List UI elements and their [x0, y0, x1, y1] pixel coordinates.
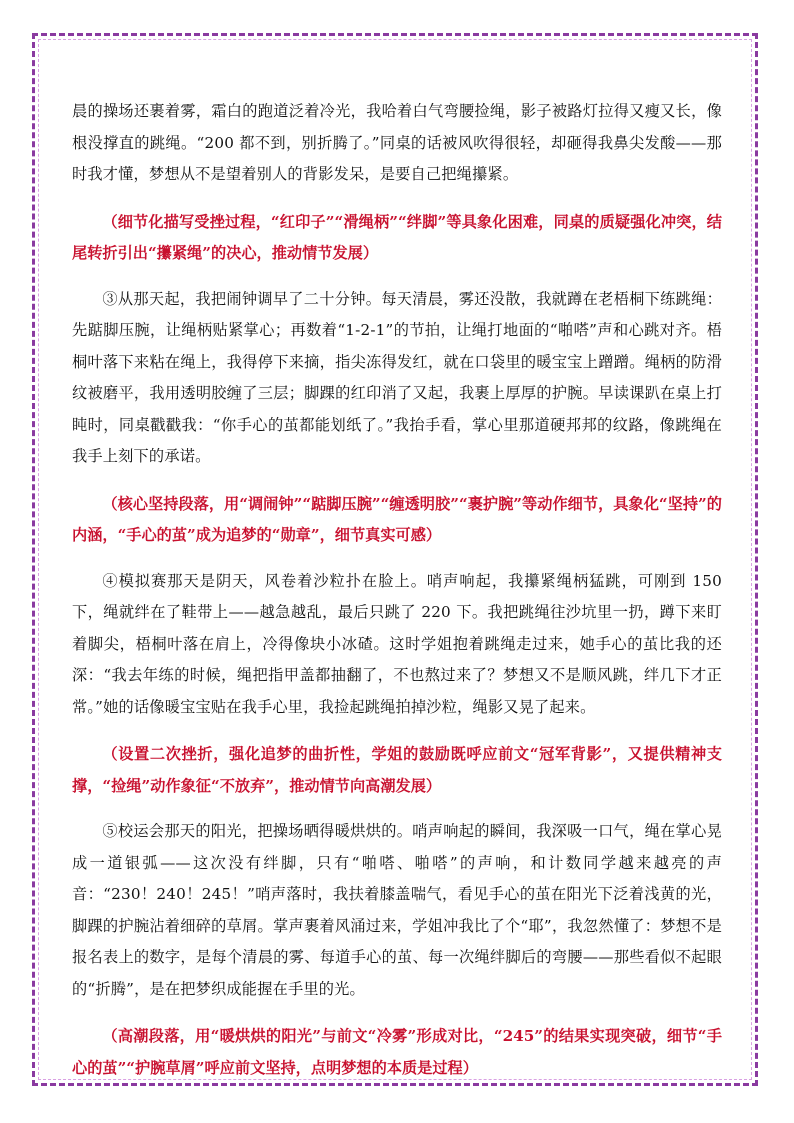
paragraph-5-sports-day: ⑤校运会那天的阳光，把操场晒得暖烘烘的。哨声响起的瞬间，我深吸一口气，绳在掌心晃成一道银弧——这次没有绊脚，只有“啪嗒、啪嗒”的声响，和计数同学越来越亮的声音：“230！240！245！”哨声落时，我扶着膝盖喘气，看见手心的茧在阳光下泛着浅黄的光，脚踝的护腕沾着细碎的草屑。掌声裹着风涌过来，学姐冲我比了个“耶”，我忽然懂了：梦想不是报名表上的数字，是每个清晨的雾、每道手心的茧、每一次绳绊脚后的弯腰——那些看似不起眼的“折腾”，是在把梦织成能握在手里的光。	[72, 822, 722, 998]
paragraph-morning-field: 晨的操场还裹着雾，霜白的跑道泛着冷光，我哈着白气弯腰捡绳，影子被路灯拉得又瘦又长，像根没撑直的跳绳。“200 都不到，别折腾了。”同桌的话被风吹得很轻，却砸得我鼻尖发酸——那时我才懂，梦想从不是望着别人的背影发呆，是要自己把绳攥紧。	[72, 102, 722, 183]
annotation-persistence: （核心坚持段落，用“调闹钟”“踮脚压腕”“缠透明胶”“裹护腕”等动作细节，具象化“坚持”的内涵，“手心的茧”成为追梦的“勋章”，细节真实可感）	[72, 494, 722, 544]
annotation-second-setback: （设置二次挫折，强化追梦的曲折性，学姐的鼓励既呼应前文“冠军背影”，又提供精神支撑，“捡绳”动作象征“不放弃”，推动情节向高潮发展）	[72, 745, 722, 795]
paragraph-4-mock-race: ④模拟赛那天是阴天，风卷着沙粒扑在脸上。哨声响起，我攥紧绳柄猛跳，可刚到 150 下，绳就绊在了鞋带上——越急越乱，最后只跳了 220 下。我把跳绳往沙坑里一扔，蹲下来盯着脚尖，梧桐叶落在肩上，冷得像块小冰碴。这时学姐抱着跳绳走过来，她手心的茧比我的还深：“我去年练的时候，绳把指甲盖都抽翻了，不也熬过来了？梦想又不是顺风跳，绊几下才正常。”她的话像暖宝宝贴在我手心里，我捡起跳绳拍掉沙粒，绳影又晃了起来。	[72, 571, 722, 716]
paragraph-3-persistence: ③从那天起，我把闹钟调早了二十分钟。每天清晨，雾还没散，我就蹲在老梧桐下练跳绳：先踮脚压腕，让绳柄贴紧掌心；再数着“1-2-1”的节拍，让绳打地面的“啪嗒”声和心跳对齐。梧桐叶落下来粘在绳上，我得停下来摘，指尖冻得发红，就在口袋里的暖宝宝上蹭蹭。绳柄的防滑纹被磨平，我用透明胶缠了三层；脚踝的红印消了又起，我裹上厚厚的护腕。早读课趴在桌上打盹时，同桌戳戳我：“你手心的茧都能划纸了。”我抬手看，掌心里那道硬邦邦的纹路，像跳绳在我手上刻下的承诺。	[72, 289, 722, 465]
annotation-setback: （细节化描写受挫过程，“红印子”“滑绳柄”“绊脚”等具象化困难，同桌的质疑强化冲突，结尾转折引出“攥紧绳”的决心，推动情节发展）	[72, 212, 722, 262]
document-body	[72, 96, 722, 1098]
annotation-climax: （高潮段落，用“暖烘烘的阳光”与前文“冷雾”形成对比，“245”的结果实现突破，细节“手心的茧”“护腕草屑”呼应前文坚持，点明梦想的本质是过程）	[72, 1027, 722, 1077]
